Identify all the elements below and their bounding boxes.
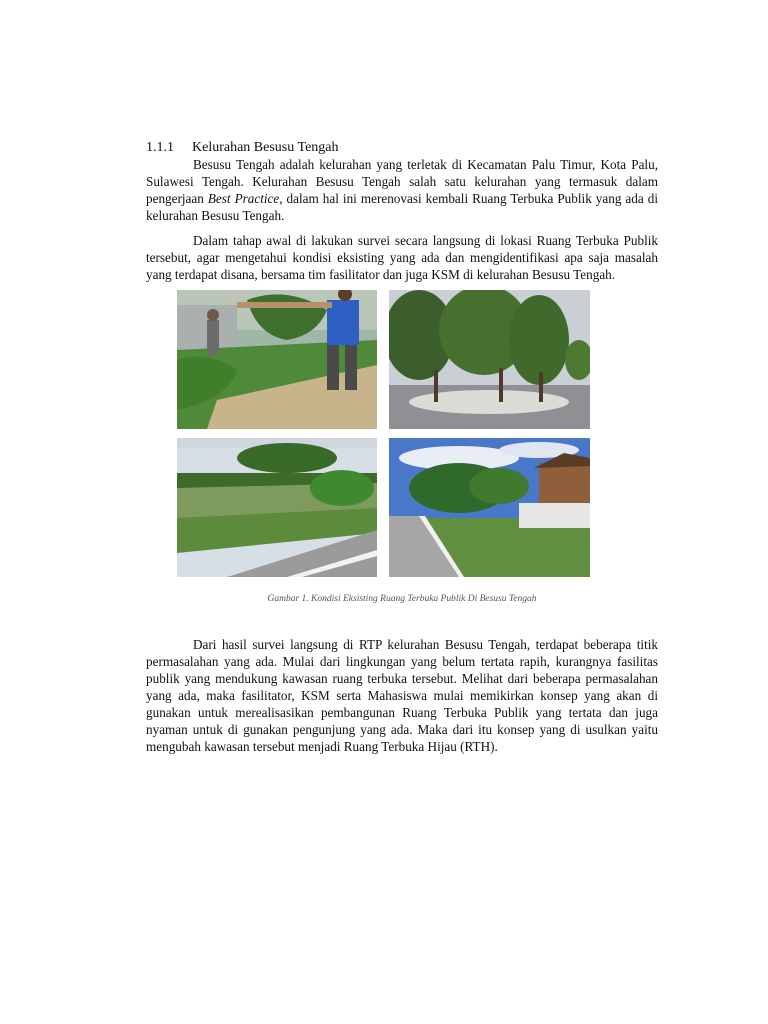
paragraph-survey: Dalam tahap awal di lakukan survei secara langsung di lokasi Ruang Terbuka Publik tersebut, agar mengetahui kondisi eksisting yang ada dan mengidentifikasi apa saja masalah yang terdapat disana, bersama tim fasilitator dan juga KSM di kelurahan Besusu Tengah. bbox=[146, 233, 658, 282]
photo-tree-island bbox=[389, 290, 590, 429]
paragraph-intro-text-b: , dalam hal ini merenovasi kembali Ruang Terbuka Publik yang ada di kelurahan Besusu Tengah. bbox=[146, 191, 659, 223]
section-heading bbox=[146, 139, 658, 156]
section-number: 1.1.1 bbox=[146, 140, 174, 155]
content-column bbox=[146, 139, 658, 755]
paragraph-intro-text-a: Besusu Tengah adalah kelurahan yang terletak di Kecamatan Palu Timur, Kota Palu, Sulawesi Tengah. Kelurahan Besusu Tengah salah satu kelurahan yang termasuk dalam pengerjaan bbox=[146, 157, 658, 206]
photo-survey-people bbox=[177, 290, 377, 429]
photo-grass-median bbox=[177, 438, 377, 577]
photo-figure bbox=[146, 290, 658, 610]
figure-caption: Gambar 1. Kondisi Eksisting Ruang Terbuka Publik Di Besusu Tengah bbox=[267, 594, 537, 604]
photo-road-palms bbox=[389, 438, 590, 577]
paragraph-intro-italic: Best Practice bbox=[207, 191, 280, 206]
section-title: Kelurahan Besusu Tengah bbox=[192, 140, 339, 155]
paragraph-intro bbox=[146, 156, 658, 224]
paragraph-result: Dari hasil survei langsung di RTP kelurahan Besusu Tengah, terdapat beberapa titik permasalahan yang ada. Mulai dari lingkungan yang belum tertata rapih, kurangnya fasilitas publik yang mendukung kawasan ruang terbuka tersebut. Melihat dari beberapa permasalahan yang ada, maka fasilitator, KSM serta Mahasiswa mulai memikirkan konsep yang akan di gunakan untuk merealisasikan pembangunan Ruang Terbuka Publik yang tertata dan juga nyaman untuk di gunakan pengunjung yang ada. Maka dari itu konsep yang di usulkan yaitu mengubah kawasan tersebut menjadi Ruang Terbuka Hijau (RTH). bbox=[146, 637, 658, 754]
